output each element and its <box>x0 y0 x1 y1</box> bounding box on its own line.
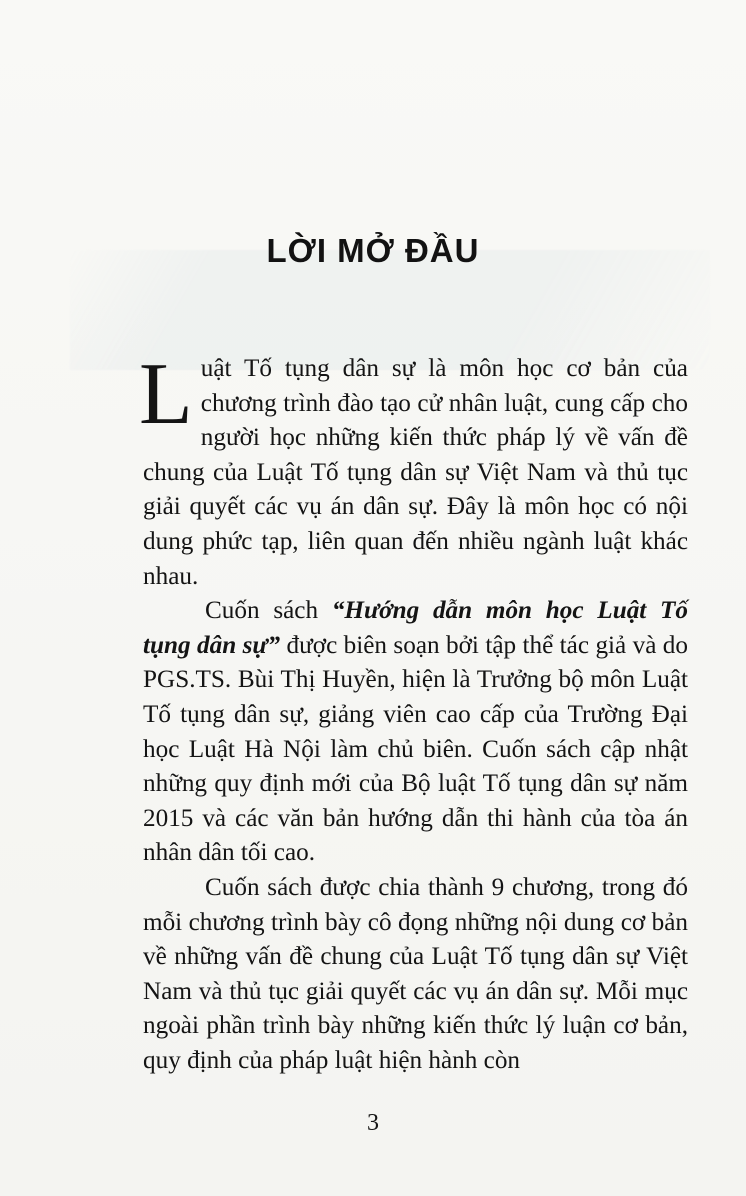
paragraph-1-text: uật Tố tụng dân sự là môn học cơ bản của chương trình đào tạo cử nhân luật, cung cấp cho người học những kiến thức pháp lý về vấn đề chung của Luật Tố tụng dân sự Việt Nam và thủ tục giải quyết các vụ án dân sự. Đây là môn học có nội dung phức tạp, liên quan đến nhiều ngành luật khác nhau. <box>143 355 688 590</box>
paragraph-2-text: được biên soạn bởi tập thể tác giả và do PGS.TS. Bùi Thị Huyền, hiện là Trưởng bộ môn Luật Tố tụng dân sự, giảng viên cao cấp của Trường Đại học Luật Hà Nội làm chủ biên. Cuốn sách cập nhật những quy định mới của Bộ luật Tố tụng dân sự năm 2015 và các văn bản hướng dẫn thi hành của tòa án nhân dân tối cao. <box>143 631 688 867</box>
book-title: “Hướng dẫn môn học Luật Tố tụng dân sự” <box>143 597 689 659</box>
page-number: 3 <box>367 1110 379 1136</box>
drop-cap: L <box>139 346 193 443</box>
page-heading: LỜI MỞ ĐẦU <box>266 232 480 269</box>
paragraph-3: Cuốn sách được chia thành 9 chương, trong đó mỗi chương trình bày cô đọng những nội dung cơ bản về những vấn đề chung của Luật Tố tụng dân sự Việt Nam và thủ tục giải quyết các vụ án dân sự. Mỗi mục ngoài phần trình bày những kiến thức lý luận cơ bản, quy định của pháp luật hiện hành còn <box>143 873 688 1074</box>
body-text <box>139 346 689 1078</box>
paragraph-2 <box>143 594 688 871</box>
paragraph-2-lead: Cuốn sách <box>205 597 332 625</box>
paragraph-1 <box>139 346 688 594</box>
